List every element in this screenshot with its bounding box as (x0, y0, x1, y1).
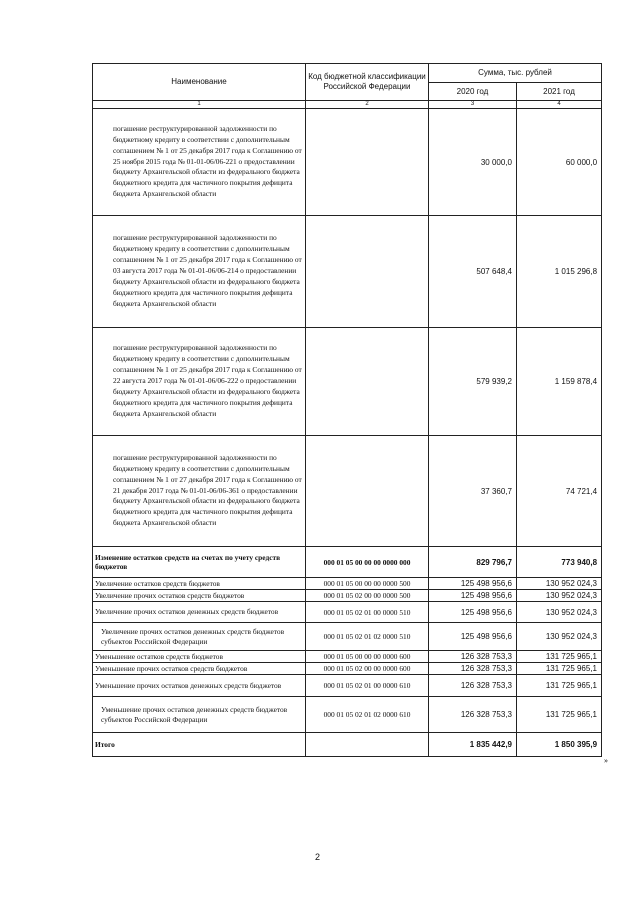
row-value-2020: 507 648,4 (429, 216, 517, 328)
row-name: Уменьшение прочих остатков денежных средств бюджетов субъектов Российской Федерации (93, 697, 306, 733)
row-value-2021: 60 000,0 (517, 109, 602, 216)
row-value-2020: 37 360,7 (429, 436, 517, 547)
row-name: Изменение остатков средств на счетах по учету средств бюджетов (93, 547, 306, 578)
header-year-2020: 2020 год (429, 83, 517, 101)
row-value-2021: 1 159 878,4 (517, 328, 602, 436)
budget-sources-table (92, 63, 602, 757)
table-row (93, 602, 602, 623)
row-value-2021: 130 952 024,3 (517, 623, 602, 651)
column-number: 2 (306, 101, 429, 109)
table-row (93, 109, 602, 216)
table-row (93, 547, 602, 578)
table-row (93, 578, 602, 590)
closing-quote-mark: » (604, 756, 608, 765)
table-row (93, 590, 602, 602)
column-number: 1 (93, 101, 306, 109)
column-number: 4 (517, 101, 602, 109)
row-name: Увеличение прочих остатков денежных средств бюджетов (93, 602, 306, 623)
row-value-2020: 126 328 753,3 (429, 675, 517, 697)
column-number: 3 (429, 101, 517, 109)
row-value-2020: 126 328 753,3 (429, 697, 517, 733)
row-code (306, 109, 429, 216)
table-row (93, 651, 602, 663)
row-value-2021: 130 952 024,3 (517, 590, 602, 602)
row-name: Уменьшение остатков средств бюджетов (93, 651, 306, 663)
row-value-2020: 125 498 956,6 (429, 623, 517, 651)
row-value-2021: 131 725 965,1 (517, 663, 602, 675)
table-row (93, 623, 602, 651)
row-code: 000 01 05 02 01 02 0000 510 (306, 623, 429, 651)
row-code: 000 01 05 00 00 00 0000 500 (306, 578, 429, 590)
header-row (93, 64, 602, 83)
row-code: 000 01 05 02 00 00 0000 600 (306, 663, 429, 675)
row-value-2020: 126 328 753,3 (429, 663, 517, 675)
row-name: Увеличение остатков средств бюджетов (93, 578, 306, 590)
total-value-2021: 1 850 395,9 (517, 733, 602, 757)
row-name: Уменьшение прочих остатков денежных средств бюджетов (93, 675, 306, 697)
header-name: Наименование (93, 64, 306, 101)
table-row (93, 697, 602, 733)
row-value-2021: 773 940,8 (517, 547, 602, 578)
row-value-2021: 130 952 024,3 (517, 578, 602, 590)
header-year-2021: 2021 год (517, 83, 602, 101)
header-sum: Сумма, тыс. рублей (429, 64, 602, 83)
total-row (93, 733, 602, 757)
row-code: 000 01 05 00 00 00 0000 600 (306, 651, 429, 663)
row-code: 000 01 05 02 01 00 0000 610 (306, 675, 429, 697)
table-row (93, 436, 602, 547)
row-value-2021: 131 725 965,1 (517, 675, 602, 697)
row-name: Увеличение прочих остатков средств бюджетов (93, 590, 306, 602)
row-value-2020: 30 000,0 (429, 109, 517, 216)
total-code (306, 733, 429, 757)
row-value-2021: 131 725 965,1 (517, 651, 602, 663)
table-row (93, 663, 602, 675)
total-label: Итого (93, 733, 306, 757)
row-code (306, 216, 429, 328)
row-name: погашение реструктурированной задолженности по бюджетному кредиту в соответствии с дополнительным соглашением № 1 от 27 декабря 2017 года к Соглашению от 21 декабря 2017 года № 01-01-06/06-361 о предоставлении бюджету Архангельской области из федерального бюджета бюджетного кредита для частичного покрытия дефицита бюджета Архангельской области (93, 436, 306, 547)
total-value-2020: 1 835 442,9 (429, 733, 517, 757)
row-value-2020: 126 328 753,3 (429, 651, 517, 663)
table-row (93, 216, 602, 328)
row-value-2021: 74 721,4 (517, 436, 602, 547)
table-row (93, 328, 602, 436)
row-value-2021: 131 725 965,1 (517, 697, 602, 733)
row-code (306, 436, 429, 547)
column-numbers-row (93, 101, 602, 109)
row-value-2020: 125 498 956,6 (429, 578, 517, 590)
row-value-2020: 125 498 956,6 (429, 602, 517, 623)
header-code: Код бюджетной классификации Российской Федерации (306, 64, 429, 101)
row-value-2021: 130 952 024,3 (517, 602, 602, 623)
row-code: 000 01 05 02 01 00 0000 510 (306, 602, 429, 623)
row-value-2020: 829 796,7 (429, 547, 517, 578)
row-name: Уменьшение прочих остатков средств бюджетов (93, 663, 306, 675)
row-name: Увеличение прочих остатков денежных средств бюджетов субъектов Российской Федерации (93, 623, 306, 651)
row-name: погашение реструктурированной задолженности по бюджетному кредиту в соответствии с дополнительным соглашением № 1 от 25 декабря 2017 года к Соглашению от 25 ноября 2015 года № 01-01-06/06-221 о предоставлении бюджету Архангельской области из федерального бюджета бюджетного кредита для частичного покрытия дефицита бюджета Архангельской области (93, 109, 306, 216)
row-value-2020: 125 498 956,6 (429, 590, 517, 602)
row-code: 000 01 05 02 01 02 0000 610 (306, 697, 429, 733)
table-row (93, 675, 602, 697)
row-name: погашение реструктурированной задолженности по бюджетному кредиту в соответствии с дополнительным соглашением № 1 от 25 декабря 2017 года к Соглашению от 03 августа 2017 года № 01-01-06/06-214 о предоставлении бюджету Архангельской области из федерального бюджета бюджетного кредита для частичного покрытия дефицита бюджета Архангельской области (93, 216, 306, 328)
page-number: 2 (315, 852, 321, 862)
row-value-2020: 579 939,2 (429, 328, 517, 436)
row-name: погашение реструктурированной задолженности по бюджетному кредиту в соответствии с дополнительным соглашением № 1 от 25 декабря 2017 года к Соглашению от 22 августа 2017 года № 01-01-06/06-222 о предоставлении бюджету Архангельской области из федерального бюджета бюджетного кредита для частичного покрытия дефицита бюджета Архангельской области (93, 328, 306, 436)
row-code: 000 01 05 00 00 00 0000 000 (306, 547, 429, 578)
row-value-2021: 1 015 296,8 (517, 216, 602, 328)
row-code: 000 01 05 02 00 00 0000 500 (306, 590, 429, 602)
row-code (306, 328, 429, 436)
